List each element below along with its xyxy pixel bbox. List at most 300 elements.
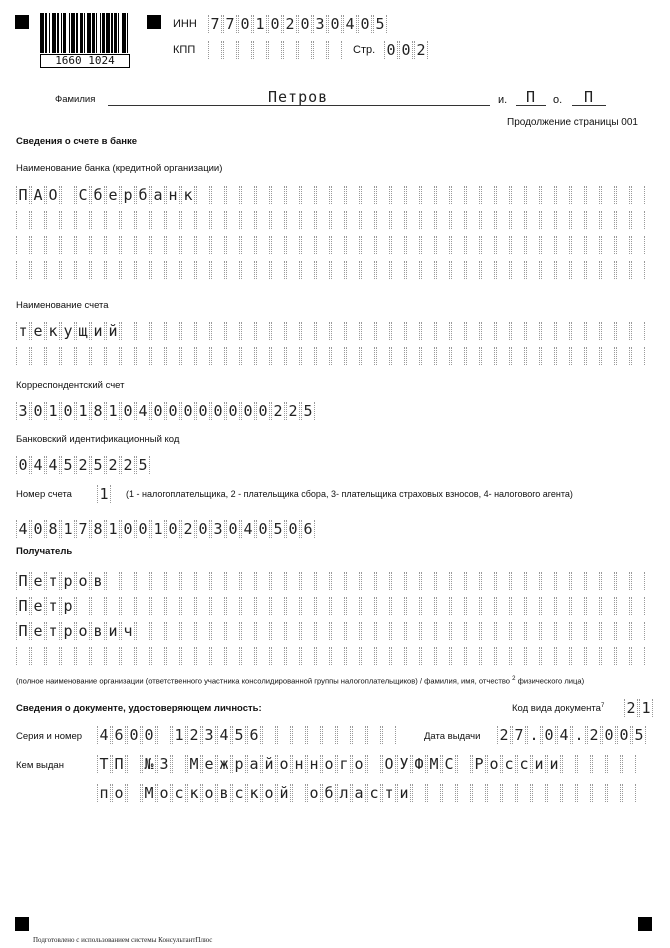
char-cell (46, 347, 60, 365)
char-cell (406, 236, 420, 254)
char-cell: 5 (373, 15, 387, 33)
issue-date-label: Дата выдачи (424, 731, 481, 742)
char-cell (136, 211, 150, 229)
char-cell (376, 186, 390, 204)
char-cell (361, 647, 375, 665)
char-cell (307, 726, 321, 744)
char-cell (391, 322, 405, 340)
char-cell (346, 211, 360, 229)
char-cell (121, 322, 135, 340)
surname-value: Петров (268, 88, 329, 106)
char-cell: о (157, 784, 171, 802)
char-cell (331, 597, 345, 615)
char-cell: 5 (271, 520, 285, 538)
char-cell (16, 211, 30, 229)
char-cell (376, 261, 390, 279)
char-cell (361, 347, 375, 365)
char-cell (256, 236, 270, 254)
char-cell: О (46, 186, 60, 204)
char-cell (352, 726, 366, 744)
char-cell (286, 322, 300, 340)
char-cell (571, 261, 585, 279)
barcode-stripe (128, 13, 129, 53)
char-cell (157, 726, 171, 744)
char-cell (286, 647, 300, 665)
char-cell (283, 41, 297, 59)
char-cell (631, 572, 645, 590)
char-cell (226, 236, 240, 254)
initial-o-value: П (584, 88, 595, 106)
char-cell (556, 322, 570, 340)
char-cell (496, 322, 510, 340)
recipient-line-4 (16, 647, 646, 665)
char-cell (226, 186, 240, 204)
char-cell (451, 236, 465, 254)
char-cell: 4 (31, 456, 45, 474)
char-cell (346, 347, 360, 365)
char-cell (331, 647, 345, 665)
char-cell (571, 322, 585, 340)
char-cell: с (172, 784, 186, 802)
char-cell (211, 622, 225, 640)
char-cell (61, 236, 75, 254)
char-cell: л (337, 784, 351, 802)
char-cell: 0 (181, 402, 195, 420)
char-cell: у (61, 322, 75, 340)
char-cell: 2 (587, 726, 601, 744)
char-cell: 4 (136, 402, 150, 420)
char-cell (496, 186, 510, 204)
char-cell: о (352, 755, 366, 773)
char-cell: П (16, 186, 30, 204)
char-cell (517, 784, 531, 802)
char-cell: 0 (241, 402, 255, 420)
char-cell (496, 597, 510, 615)
char-cell: б (322, 784, 336, 802)
char-cell (46, 261, 60, 279)
char-cell (511, 322, 525, 340)
char-cell (586, 647, 600, 665)
char-cell: 0 (127, 726, 141, 744)
char-cell (16, 236, 30, 254)
char-cell (511, 211, 525, 229)
char-cell (256, 261, 270, 279)
char-cell (391, 597, 405, 615)
char-cell (571, 236, 585, 254)
char-cell: 2 (283, 15, 297, 33)
char-cell (631, 211, 645, 229)
char-cell: 8 (91, 520, 105, 538)
char-cell (346, 597, 360, 615)
surname-label: Фамилия (55, 94, 96, 105)
char-cell (481, 622, 495, 640)
char-cell: 5 (136, 456, 150, 474)
char-cell: 0 (226, 402, 240, 420)
char-cell (211, 597, 225, 615)
char-cell (511, 622, 525, 640)
char-cell (481, 261, 495, 279)
recipient-line-3 (16, 622, 646, 640)
char-cell (421, 647, 435, 665)
char-cell (547, 784, 561, 802)
char-cell (586, 186, 600, 204)
char-cell: и (106, 622, 120, 640)
char-cell (436, 261, 450, 279)
char-cell (151, 347, 165, 365)
char-cell (91, 647, 105, 665)
char-cell: а (247, 755, 261, 773)
account-number-label: Номер счета (16, 489, 72, 500)
char-cell (196, 211, 210, 229)
char-cell: р (61, 597, 75, 615)
char-cell (496, 347, 510, 365)
char-cell (286, 211, 300, 229)
char-cell: . (572, 726, 586, 744)
char-cell: 2 (624, 699, 638, 717)
char-cell (301, 572, 315, 590)
char-cell: С (76, 186, 90, 204)
char-cell (421, 236, 435, 254)
char-cell: 5 (61, 456, 75, 474)
char-cell (556, 572, 570, 590)
char-cell (451, 186, 465, 204)
char-cell: 8 (91, 402, 105, 420)
char-cell (166, 622, 180, 640)
char-cell (586, 322, 600, 340)
char-cell: Ф (412, 755, 426, 773)
char-cell (121, 572, 135, 590)
kpp-label: КПП (173, 44, 196, 56)
char-cell (241, 572, 255, 590)
char-cell (487, 784, 501, 802)
char-cell (76, 647, 90, 665)
char-cell (106, 261, 120, 279)
char-cell (436, 186, 450, 204)
continuation-note: Продолжение страницы 001 (507, 117, 638, 128)
char-cell: 0 (286, 520, 300, 538)
char-cell (316, 347, 330, 365)
char-cell: 0 (256, 520, 270, 538)
recipient-line-1 (16, 572, 646, 590)
char-cell: 0 (31, 402, 45, 420)
char-cell: 5 (232, 726, 246, 744)
char-cell (136, 261, 150, 279)
char-cell (556, 261, 570, 279)
char-cell: т (16, 322, 30, 340)
char-cell (256, 211, 270, 229)
char-cell (226, 322, 240, 340)
char-cell (556, 236, 570, 254)
char-cell: н (292, 755, 306, 773)
char-cell (271, 347, 285, 365)
char-cell (601, 236, 615, 254)
char-cell (241, 322, 255, 340)
issued-by-label: Кем выдан (16, 760, 64, 771)
char-cell (286, 261, 300, 279)
char-cell: с (502, 755, 516, 773)
char-cell: о (112, 784, 126, 802)
char-cell (166, 647, 180, 665)
char-cell: 2 (286, 402, 300, 420)
char-cell (616, 322, 630, 340)
char-cell (526, 597, 540, 615)
char-cell: 6 (301, 520, 315, 538)
char-cell: 0 (226, 520, 240, 538)
char-cell: с (232, 784, 246, 802)
char-cell: 5 (91, 456, 105, 474)
char-cell (436, 347, 450, 365)
char-cell: 7 (512, 726, 526, 744)
char-cell: 4 (241, 520, 255, 538)
char-cell (151, 322, 165, 340)
char-cell (601, 622, 615, 640)
char-cell (616, 572, 630, 590)
char-cell (61, 347, 75, 365)
char-cell (121, 261, 135, 279)
char-cell (466, 347, 480, 365)
char-cell: е (31, 597, 45, 615)
bank-name-line-4 (16, 261, 646, 279)
account-type-note: (1 - налогоплательщика, 2 - плательщика сбора, 3- плательщика страховых взносов, 4- налогового агента) (126, 489, 573, 499)
char-cell (76, 597, 90, 615)
account-name-line-2 (16, 347, 646, 365)
char-cell (31, 236, 45, 254)
char-cell (391, 186, 405, 204)
char-cell (436, 572, 450, 590)
char-cell (301, 622, 315, 640)
char-cell (196, 322, 210, 340)
char-cell (511, 347, 525, 365)
doc-code-cells (624, 699, 654, 717)
char-cell (271, 236, 285, 254)
char-cell (316, 211, 330, 229)
char-cell: к (46, 322, 60, 340)
char-cell (226, 572, 240, 590)
char-cell (616, 211, 630, 229)
char-cell: 0 (31, 520, 45, 538)
char-cell (496, 572, 510, 590)
char-cell: 2 (414, 41, 428, 59)
char-cell (328, 41, 342, 59)
char-cell (481, 347, 495, 365)
char-cell (106, 597, 120, 615)
char-cell (391, 211, 405, 229)
char-cell (301, 186, 315, 204)
char-cell (211, 186, 225, 204)
char-cell (271, 322, 285, 340)
char-cell (31, 261, 45, 279)
char-cell: 4 (16, 520, 30, 538)
char-cell: о (307, 784, 321, 802)
char-cell: с (367, 784, 381, 802)
char-cell (256, 347, 270, 365)
char-cell: 1 (253, 15, 267, 33)
char-cell (46, 211, 60, 229)
char-cell (607, 784, 621, 802)
char-cell (181, 597, 195, 615)
char-cell: 2 (76, 456, 90, 474)
initial-i-label: и. (498, 94, 508, 106)
char-cell: М (142, 784, 156, 802)
char-cell (481, 322, 495, 340)
char-cell (61, 261, 75, 279)
char-cell (406, 186, 420, 204)
char-cell: 8 (46, 520, 60, 538)
char-cell: 0 (196, 402, 210, 420)
char-cell (181, 647, 195, 665)
issued-by-line-2 (97, 784, 637, 802)
char-cell (16, 261, 30, 279)
char-cell: 2 (106, 456, 120, 474)
char-cell (481, 597, 495, 615)
char-cell (346, 647, 360, 665)
char-cell: 0 (166, 402, 180, 420)
char-cell (631, 597, 645, 615)
char-cell (541, 261, 555, 279)
char-cell (196, 186, 210, 204)
char-cell (208, 41, 222, 59)
char-cell (511, 572, 525, 590)
char-cell (181, 211, 195, 229)
char-cell (268, 41, 282, 59)
char-cell: е (31, 572, 45, 590)
char-cell (451, 347, 465, 365)
char-cell: т (46, 572, 60, 590)
char-cell (466, 622, 480, 640)
char-cell (256, 647, 270, 665)
char-cell: 4 (557, 726, 571, 744)
char-cell (592, 755, 606, 773)
char-cell (127, 784, 141, 802)
char-cell (412, 784, 426, 802)
char-cell (586, 622, 600, 640)
char-cell: 0 (328, 15, 342, 33)
char-cell: 0 (196, 520, 210, 538)
char-cell (277, 726, 291, 744)
char-cell (196, 261, 210, 279)
char-cell (271, 647, 285, 665)
char-cell: 1 (106, 402, 120, 420)
char-cell (286, 622, 300, 640)
recipient-title: Получатель (16, 546, 73, 557)
char-cell (121, 211, 135, 229)
char-cell (271, 597, 285, 615)
char-cell: 3 (16, 402, 30, 420)
char-cell: в (91, 622, 105, 640)
char-cell (466, 322, 480, 340)
char-cell (466, 597, 480, 615)
char-cell (316, 236, 330, 254)
char-cell: 0 (166, 520, 180, 538)
char-cell (541, 186, 555, 204)
char-cell (286, 186, 300, 204)
char-cell (271, 572, 285, 590)
char-cell (151, 572, 165, 590)
char-cell (577, 755, 591, 773)
char-cell: н (166, 186, 180, 204)
char-cell (331, 236, 345, 254)
char-cell (346, 622, 360, 640)
char-cell: о (487, 755, 501, 773)
char-cell (436, 236, 450, 254)
char-cell: о (202, 784, 216, 802)
char-cell (616, 236, 630, 254)
char-cell (16, 347, 30, 365)
char-cell: е (31, 322, 45, 340)
char-cell: т (46, 622, 60, 640)
corner-marker-bottom-left (15, 917, 29, 931)
char-cell (76, 211, 90, 229)
char-cell: к (187, 784, 201, 802)
char-cell (91, 236, 105, 254)
char-cell (511, 261, 525, 279)
char-cell (436, 322, 450, 340)
char-cell (361, 186, 375, 204)
char-cell (172, 755, 186, 773)
char-cell (541, 572, 555, 590)
char-cell (526, 572, 540, 590)
char-cell (31, 647, 45, 665)
char-cell (331, 347, 345, 365)
char-cell: щ (76, 322, 90, 340)
char-cell (526, 622, 540, 640)
char-cell: 5 (632, 726, 646, 744)
char-cell (586, 347, 600, 365)
char-cell (91, 211, 105, 229)
recipient-note (16, 676, 584, 686)
char-cell (472, 784, 486, 802)
char-cell (286, 347, 300, 365)
char-cell (241, 236, 255, 254)
char-cell (151, 236, 165, 254)
char-cell (421, 572, 435, 590)
char-cell (601, 597, 615, 615)
char-cell (616, 647, 630, 665)
char-cell (256, 186, 270, 204)
char-cell (391, 236, 405, 254)
char-cell (226, 211, 240, 229)
char-cell (622, 755, 636, 773)
char-cell (601, 322, 615, 340)
char-cell (571, 622, 585, 640)
recipient-note-sup: 2 (512, 676, 516, 682)
char-cell (571, 211, 585, 229)
char-cell: 0 (358, 15, 372, 33)
char-cell (346, 236, 360, 254)
issue-date-cells (497, 726, 647, 744)
char-cell (406, 572, 420, 590)
char-cell (241, 347, 255, 365)
char-cell (226, 347, 240, 365)
char-cell (211, 347, 225, 365)
char-cell (361, 597, 375, 615)
char-cell (196, 647, 210, 665)
char-cell: 0 (121, 520, 135, 538)
char-cell (91, 261, 105, 279)
char-cell: 1 (106, 520, 120, 538)
char-cell (121, 597, 135, 615)
char-cell (298, 41, 312, 59)
char-cell: 1 (639, 699, 653, 717)
char-cell (331, 211, 345, 229)
char-cell: о (76, 572, 90, 590)
char-cell (76, 347, 90, 365)
char-cell: . (527, 726, 541, 744)
doc-code-label (512, 703, 604, 714)
char-cell (421, 322, 435, 340)
char-cell (562, 784, 576, 802)
char-cell: Т (97, 755, 111, 773)
